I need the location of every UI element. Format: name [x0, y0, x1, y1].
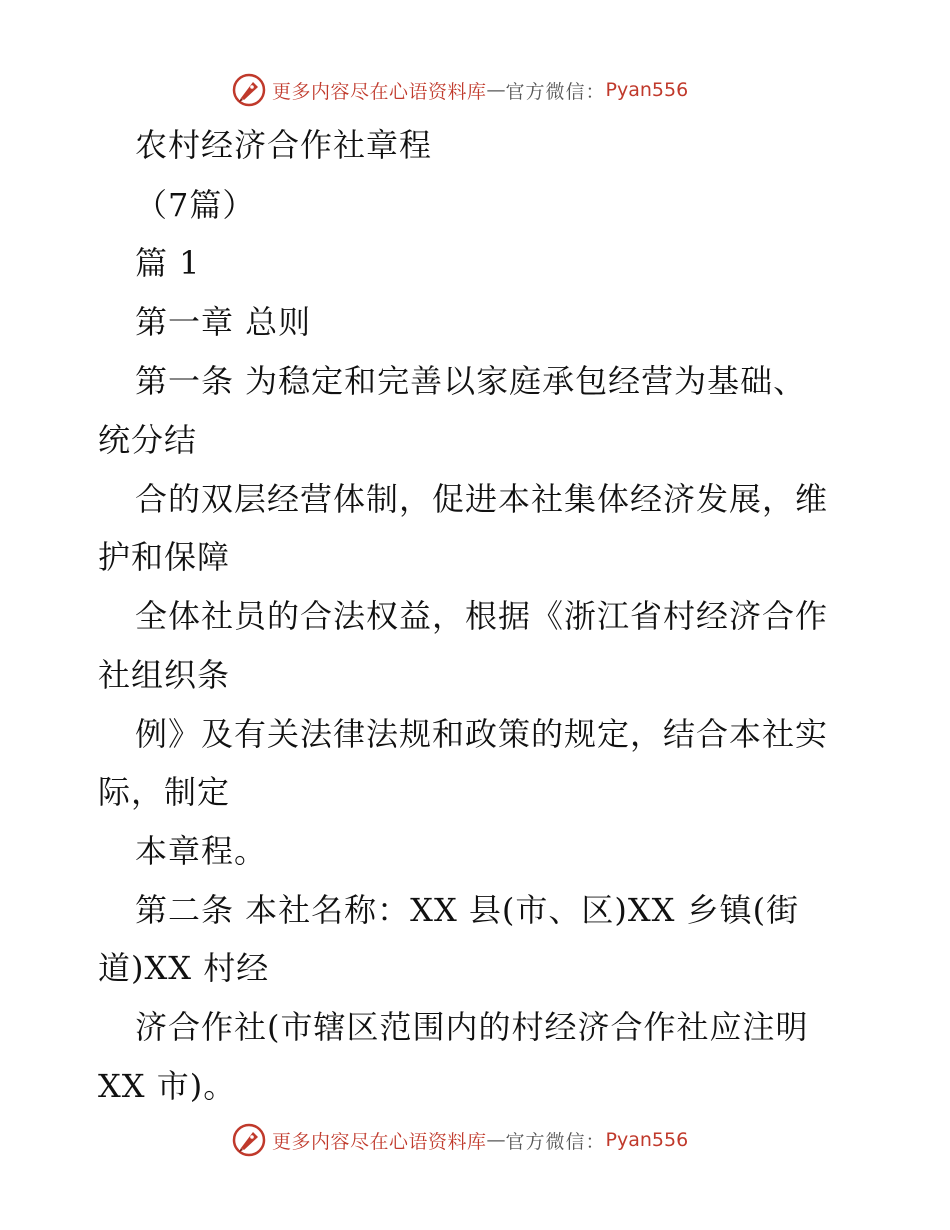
section-heading: 篇 1 — [135, 244, 201, 282]
text-line: 本章程。 — [135, 832, 268, 870]
watermark-banner-bottom — [232, 1122, 688, 1158]
watermark-separator: — — [486, 79, 506, 101]
text-line: 济合作社(市辖区范围内的村经济合作社应注明 — [135, 1008, 809, 1046]
pen-nib-logo-icon — [232, 1123, 266, 1157]
text-line: XX 市)。 — [98, 1067, 237, 1105]
chapter-heading: 第一章 总则 — [135, 303, 312, 341]
watermark-text: 更多内容尽在心语资料库 — [272, 1130, 487, 1153]
text-line: 社组织条 — [98, 656, 231, 694]
text-line: 护和保障 — [98, 538, 231, 576]
text-line: 际，制定 — [98, 773, 231, 811]
watermark-wechat-id: Pyan556 — [605, 79, 689, 101]
watermark-banner-top — [232, 72, 688, 108]
watermark-wechat-label: 官方微信： — [505, 80, 606, 103]
text-line: 全体社员的合法权益，根据《浙江省村经济合作 — [135, 597, 829, 635]
watermark-wechat-id: Pyan556 — [605, 1129, 689, 1151]
text-line: 例》及有关法律法规和政策的规定，结合本社实 — [135, 715, 829, 753]
text-line: 合的双层经营体制，促进本社集体经济发展，维 — [135, 480, 829, 518]
watermark-text: 更多内容尽在心语资料库 — [272, 80, 487, 103]
pen-nib-logo-icon — [232, 73, 266, 107]
text-line: 第二条 本社名称：XX 县(市、区)XX 乡镇(街 — [135, 891, 800, 929]
watermark-separator: — — [486, 1129, 506, 1151]
watermark-wechat-label: 官方微信： — [505, 1130, 606, 1153]
text-line: 道)XX 村经 — [98, 949, 270, 987]
text-line: 第一条 为稳定和完善以家庭承包经营为基础、 — [135, 362, 807, 400]
document-subtitle: （7篇） — [135, 186, 256, 224]
document-title: 农村经济合作社章程 — [135, 126, 433, 164]
text-line: 统分结 — [98, 421, 198, 459]
